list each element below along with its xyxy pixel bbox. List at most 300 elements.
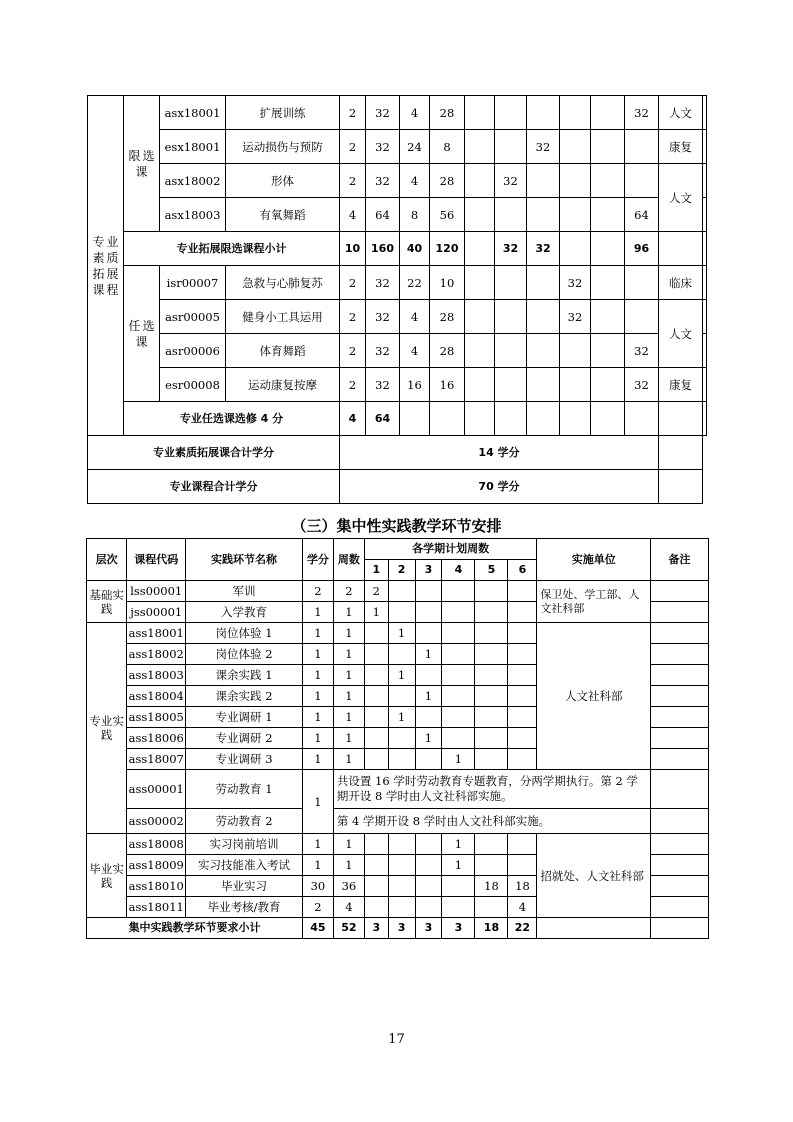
semester-hours: [465, 96, 495, 130]
practice-name: 课余实践 1: [186, 665, 303, 686]
total-quality-label: 专业素质拓展课合计学分: [88, 436, 340, 470]
credit: 2: [340, 266, 366, 300]
subtotal-total: 160: [366, 232, 400, 266]
subtotal-row: [88, 402, 707, 436]
practice-total-semester: 3: [442, 918, 475, 939]
header-note: 备注: [651, 539, 709, 581]
semester-weeks: [442, 644, 475, 665]
semester-hours: [465, 334, 495, 368]
semester-hours: [495, 300, 527, 334]
practice-credit: 1: [302, 665, 333, 686]
semester-weeks: [475, 581, 508, 602]
semester-weeks: [442, 728, 475, 749]
practice-total-weeks: 52: [333, 918, 364, 939]
total-hours: 32: [366, 334, 400, 368]
semester-weeks: [442, 876, 475, 897]
semester-weeks: 4: [508, 897, 537, 918]
theory-hours: 4: [400, 96, 430, 130]
semester-hours: [591, 198, 625, 232]
practice-unit: 招就处、人文社科部: [537, 834, 651, 918]
semester-weeks: [508, 749, 537, 770]
semester-weeks: [415, 834, 442, 855]
semester-weeks: [364, 728, 388, 749]
semester-hours: [495, 130, 527, 164]
practice-note: [651, 665, 709, 686]
course-name: 运动康复按摩: [226, 368, 340, 402]
credit: 2: [340, 164, 366, 198]
subtotal-semester: [591, 402, 625, 436]
practice-hours: 28: [430, 96, 465, 130]
practice-total-unit: [537, 918, 651, 939]
semester-hours: [591, 334, 625, 368]
subtotal-theory: [400, 402, 430, 436]
semester-weeks: 1: [442, 834, 475, 855]
practice-credit: 1: [302, 728, 333, 749]
semester-weeks: 1: [442, 749, 475, 770]
professional-expansion-course-table: [87, 95, 707, 504]
semester-weeks: [508, 623, 537, 644]
theory-hours: 4: [400, 300, 430, 334]
semester-weeks: 1: [415, 728, 442, 749]
subtotal-semester: 32: [527, 232, 560, 266]
credit: 2: [340, 96, 366, 130]
course-code: asx18003: [160, 198, 226, 232]
semester-weeks: [388, 602, 415, 623]
practice-total-semester: 3: [364, 918, 388, 939]
note: [703, 198, 707, 232]
course-row: [88, 368, 707, 402]
header-name: 实践环节名称: [186, 539, 303, 581]
practice-weeks: 4: [333, 897, 364, 918]
semester-weeks: [475, 749, 508, 770]
semester-weeks: [508, 855, 537, 876]
semester-weeks: [508, 728, 537, 749]
practice-name: 专业调研 2: [186, 728, 303, 749]
course-code: asr00005: [160, 300, 226, 334]
semester-hours: [465, 130, 495, 164]
course-name: 扩展训练: [226, 96, 340, 130]
header-weeks: 周数: [333, 539, 364, 581]
course-row: [88, 130, 707, 164]
category-label: 专 业素 质拓 展课 程: [88, 96, 124, 436]
practice-credit: 1: [302, 602, 333, 623]
course-code: asx18001: [160, 96, 226, 130]
practice-note: [651, 644, 709, 665]
practice-row: [87, 623, 709, 644]
semester-hours: [465, 368, 495, 402]
subtotal-credit: 10: [340, 232, 366, 266]
practice-name: 毕业考核/教育: [186, 897, 303, 918]
practice-weeks: 1: [333, 728, 364, 749]
semester-weeks: [442, 707, 475, 728]
theory-hours: 24: [400, 130, 430, 164]
practice-code: ass18004: [127, 686, 186, 707]
practice-total-semester: 18: [475, 918, 508, 939]
semester-weeks: [388, 686, 415, 707]
semester-weeks: [475, 644, 508, 665]
course-name: 有氧舞蹈: [226, 198, 340, 232]
semester-weeks: [508, 581, 537, 602]
practice-note: [651, 876, 709, 897]
subtotal-total: 64: [366, 402, 400, 436]
semester-hours: 64: [625, 198, 659, 232]
practice-hours: 28: [430, 300, 465, 334]
semester-weeks: [475, 707, 508, 728]
semester-hours: [495, 266, 527, 300]
total-hours: 32: [366, 164, 400, 198]
semester-hours: [527, 96, 560, 130]
total-course-value: 70 学分: [340, 470, 659, 504]
practice-hours: 28: [430, 334, 465, 368]
total-quality-note: [659, 436, 703, 470]
total-course-note: [659, 470, 703, 504]
practice-code: ass18003: [127, 665, 186, 686]
semester-weeks: 18: [475, 876, 508, 897]
practice-note: [651, 855, 709, 876]
practice-credit: 1: [302, 855, 333, 876]
practice-hours: 28: [430, 164, 465, 198]
semester-weeks: [388, 834, 415, 855]
subtotal-unit: [659, 232, 703, 266]
total-hours: 64: [366, 198, 400, 232]
header-semester: 3: [415, 560, 442, 581]
subtotal-note: [703, 402, 707, 436]
semester-hours: [591, 96, 625, 130]
unit: 人文: [659, 96, 703, 130]
practice-weeks: 1: [333, 855, 364, 876]
subtotal-label: 专业任选课选修 4 分: [124, 402, 340, 436]
semester-weeks: 2: [364, 581, 388, 602]
practice-note: [651, 834, 709, 855]
subtotal-label: 专业拓展限选课程小计: [124, 232, 340, 266]
header-semester: 4: [442, 560, 475, 581]
practice-code: ass00002: [127, 809, 186, 834]
semester-hours: [465, 266, 495, 300]
semester-hours: [591, 266, 625, 300]
subtotal-semester: [560, 232, 591, 266]
semester-weeks: [415, 897, 442, 918]
semester-weeks: [364, 644, 388, 665]
semester-hours: 32: [560, 266, 591, 300]
practice-code: ass18008: [127, 834, 186, 855]
semester-weeks: [364, 623, 388, 644]
practice-weeks: 1: [333, 644, 364, 665]
semester-hours: [527, 198, 560, 232]
course-row: [88, 96, 707, 130]
semester-weeks: [475, 686, 508, 707]
course-code: esr00008: [160, 368, 226, 402]
practice-weeks: 1: [333, 623, 364, 644]
unit: 康复: [659, 368, 703, 402]
subtotal-semester: [495, 402, 527, 436]
semester-weeks: [364, 834, 388, 855]
practice-credit: 1: [302, 644, 333, 665]
semester-hours: [465, 164, 495, 198]
subtotal-note: [703, 232, 707, 266]
practice-name: 课余实践 2: [186, 686, 303, 707]
credit: 2: [340, 130, 366, 164]
practice-name: 岗位体验 1: [186, 623, 303, 644]
note: [703, 300, 707, 334]
semester-weeks: [364, 855, 388, 876]
semester-hours: [560, 198, 591, 232]
course-name: 急救与心肺复苏: [226, 266, 340, 300]
practice-name: 实习技能准入考试: [186, 855, 303, 876]
practice-code: ass18010: [127, 876, 186, 897]
practice-code: ass18006: [127, 728, 186, 749]
course-row: [88, 334, 707, 368]
practice-name: 入学教育: [186, 602, 303, 623]
subtotal-unit: [659, 402, 703, 436]
practice-code: ass18007: [127, 749, 186, 770]
subtotal-practice: [430, 402, 465, 436]
group-label: 限 选课: [124, 96, 160, 232]
note: [703, 130, 707, 164]
semester-weeks: [475, 623, 508, 644]
semester-weeks: [415, 665, 442, 686]
practice-hours: 10: [430, 266, 465, 300]
practice-total-semester: 22: [508, 918, 537, 939]
subtotal-practice: 120: [430, 232, 465, 266]
practice-hours: 16: [430, 368, 465, 402]
practice-credit: 2: [302, 581, 333, 602]
practice-code: jss00001: [127, 602, 186, 623]
semester-weeks: [388, 876, 415, 897]
semester-weeks: [388, 749, 415, 770]
practice-credit: 1: [302, 749, 333, 770]
subtotal-semester: [465, 232, 495, 266]
semester-weeks: 1: [415, 644, 442, 665]
practice-weeks: 1: [333, 707, 364, 728]
practice-total-credit: 45: [302, 918, 333, 939]
semester-weeks: [415, 707, 442, 728]
practice-weeks: 2: [333, 581, 364, 602]
semester-hours: [625, 266, 659, 300]
practice-code: ass18011: [127, 897, 186, 918]
practice-credit: 30: [302, 876, 333, 897]
course-name: 运动损伤与预防: [226, 130, 340, 164]
course-name: 体育舞蹈: [226, 334, 340, 368]
practice-unit: 保卫处、学工部、人文社科部: [537, 581, 651, 623]
subtotal-semester: [591, 232, 625, 266]
labor-row: [87, 770, 709, 809]
semester-weeks: [508, 707, 537, 728]
total-course-row: [88, 470, 707, 504]
course-name: 健身小工具运用: [226, 300, 340, 334]
course-code: asr00006: [160, 334, 226, 368]
semester-weeks: [388, 581, 415, 602]
header-semester: 5: [475, 560, 508, 581]
practice-note: [651, 809, 709, 834]
practice-unit: 人文社科部: [537, 623, 651, 770]
semester-weeks: 1: [388, 707, 415, 728]
practice-name: 毕业实习: [186, 876, 303, 897]
total-hours: 32: [366, 130, 400, 164]
semester-hours: [527, 266, 560, 300]
semester-weeks: [442, 897, 475, 918]
semester-hours: [591, 164, 625, 198]
practice-code: ass18002: [127, 644, 186, 665]
section-title: （三）集中性实践教学环节安排: [291, 517, 502, 535]
course-row: [88, 266, 707, 300]
semester-hours: 32: [560, 300, 591, 334]
semester-weeks: [415, 602, 442, 623]
semester-weeks: 18: [508, 876, 537, 897]
practice-weeks: 36: [333, 876, 364, 897]
semester-weeks: [415, 623, 442, 644]
practice-code: ass00001: [127, 770, 186, 809]
total-hours: 32: [366, 300, 400, 334]
practice-hours: 8: [430, 130, 465, 164]
group-label: 任 选课: [124, 266, 160, 402]
credit: 4: [340, 198, 366, 232]
practice-credit: 1: [302, 686, 333, 707]
practice-note: [651, 707, 709, 728]
course-code: isr00007: [160, 266, 226, 300]
total-quality-value: 14 学分: [340, 436, 659, 470]
note: [703, 368, 707, 402]
practice-credit: 1: [302, 834, 333, 855]
labor-row: [87, 809, 709, 834]
semester-weeks: [364, 665, 388, 686]
practice-hours: 56: [430, 198, 465, 232]
semester-weeks: 1: [388, 665, 415, 686]
semester-weeks: [475, 897, 508, 918]
subtotal-semester: 96: [625, 232, 659, 266]
semester-weeks: [508, 686, 537, 707]
unit: 人文: [659, 300, 703, 368]
practice-name: 专业调研 3: [186, 749, 303, 770]
semester-weeks: [442, 686, 475, 707]
practice-total-label: 集中实践教学环节要求小计: [87, 918, 303, 939]
credit: 2: [340, 368, 366, 402]
semester-weeks: [508, 602, 537, 623]
semester-hours: [560, 96, 591, 130]
semester-weeks: [442, 581, 475, 602]
practice-weeks: 1: [333, 749, 364, 770]
semester-hours: [527, 300, 560, 334]
semester-weeks: 1: [415, 686, 442, 707]
semester-hours: [465, 300, 495, 334]
subtotal-theory: 40: [400, 232, 430, 266]
theory-hours: 8: [400, 198, 430, 232]
semester-hours: [625, 164, 659, 198]
semester-weeks: [415, 855, 442, 876]
semester-weeks: [442, 623, 475, 644]
subtotal-semester: 32: [495, 232, 527, 266]
semester-weeks: [364, 686, 388, 707]
practice-credit: 1: [302, 623, 333, 644]
practice-note: [651, 581, 709, 602]
note: [703, 96, 707, 130]
practice-name: 军训: [186, 581, 303, 602]
unit: 康复: [659, 130, 703, 164]
semester-weeks: [475, 602, 508, 623]
header-code: 课程代码: [127, 539, 186, 581]
semester-hours: 32: [495, 164, 527, 198]
semester-weeks: [364, 897, 388, 918]
subtotal-semester: [625, 402, 659, 436]
practice-note: [651, 686, 709, 707]
semester-weeks: [442, 602, 475, 623]
practice-note: [651, 897, 709, 918]
practice-total-note: [651, 918, 709, 939]
practice-row: [87, 581, 709, 602]
note: [703, 334, 707, 368]
practice-credit: 1: [302, 707, 333, 728]
semester-hours: [527, 334, 560, 368]
labor-description: 第 4 学期开设 8 学时由人文社科部实施。: [333, 809, 650, 834]
semester-hours: [560, 130, 591, 164]
subtotal-semester: [560, 402, 591, 436]
semester-hours: [625, 130, 659, 164]
practice-note: [651, 728, 709, 749]
practice-note: [651, 770, 709, 809]
course-code: esx18001: [160, 130, 226, 164]
semester-weeks: [415, 876, 442, 897]
level-label: 毕业实践: [87, 834, 127, 918]
semester-weeks: [508, 834, 537, 855]
header-semester: 1: [364, 560, 388, 581]
semester-weeks: [475, 855, 508, 876]
header-semester: 6: [508, 560, 537, 581]
semester-hours: [560, 368, 591, 402]
practice-note: [651, 623, 709, 644]
theory-hours: 4: [400, 334, 430, 368]
semester-weeks: [388, 728, 415, 749]
semester-weeks: 1: [364, 602, 388, 623]
semester-weeks: [388, 897, 415, 918]
practice-name: 实习岗前培训: [186, 834, 303, 855]
total-quality-row: [88, 436, 707, 470]
semester-weeks: [388, 855, 415, 876]
practice-code: ass18009: [127, 855, 186, 876]
semester-weeks: [475, 834, 508, 855]
total-hours: 32: [366, 368, 400, 402]
semester-hours: [495, 198, 527, 232]
header-level: 层次: [87, 539, 127, 581]
practice-credit: 2: [302, 897, 333, 918]
practice-weeks: 1: [333, 834, 364, 855]
semester-hours: [495, 334, 527, 368]
semester-hours: 32: [527, 130, 560, 164]
practice-weeks: 1: [333, 602, 364, 623]
semester-hours: [465, 198, 495, 232]
practice-code: ass18005: [127, 707, 186, 728]
level-label: 专业实践: [87, 623, 127, 834]
semester-hours: 32: [625, 96, 659, 130]
practice-row: [87, 834, 709, 855]
total-hours: 32: [366, 96, 400, 130]
semester-hours: 32: [625, 368, 659, 402]
level-label: 基础实践: [87, 581, 127, 623]
semester-weeks: [388, 644, 415, 665]
semester-hours: [527, 164, 560, 198]
header-credit: 学分: [302, 539, 333, 581]
credit: 2: [340, 334, 366, 368]
semester-hours: 32: [625, 334, 659, 368]
practice-weeks: 1: [333, 686, 364, 707]
practice-total-semester: 3: [388, 918, 415, 939]
semester-hours: [625, 300, 659, 334]
semester-weeks: [415, 581, 442, 602]
semester-hours: [591, 368, 625, 402]
practice-weeks: 1: [333, 665, 364, 686]
course-name: 形体: [226, 164, 340, 198]
practice-name: 劳动教育 1: [186, 770, 303, 809]
semester-hours: [495, 368, 527, 402]
semester-weeks: [415, 749, 442, 770]
